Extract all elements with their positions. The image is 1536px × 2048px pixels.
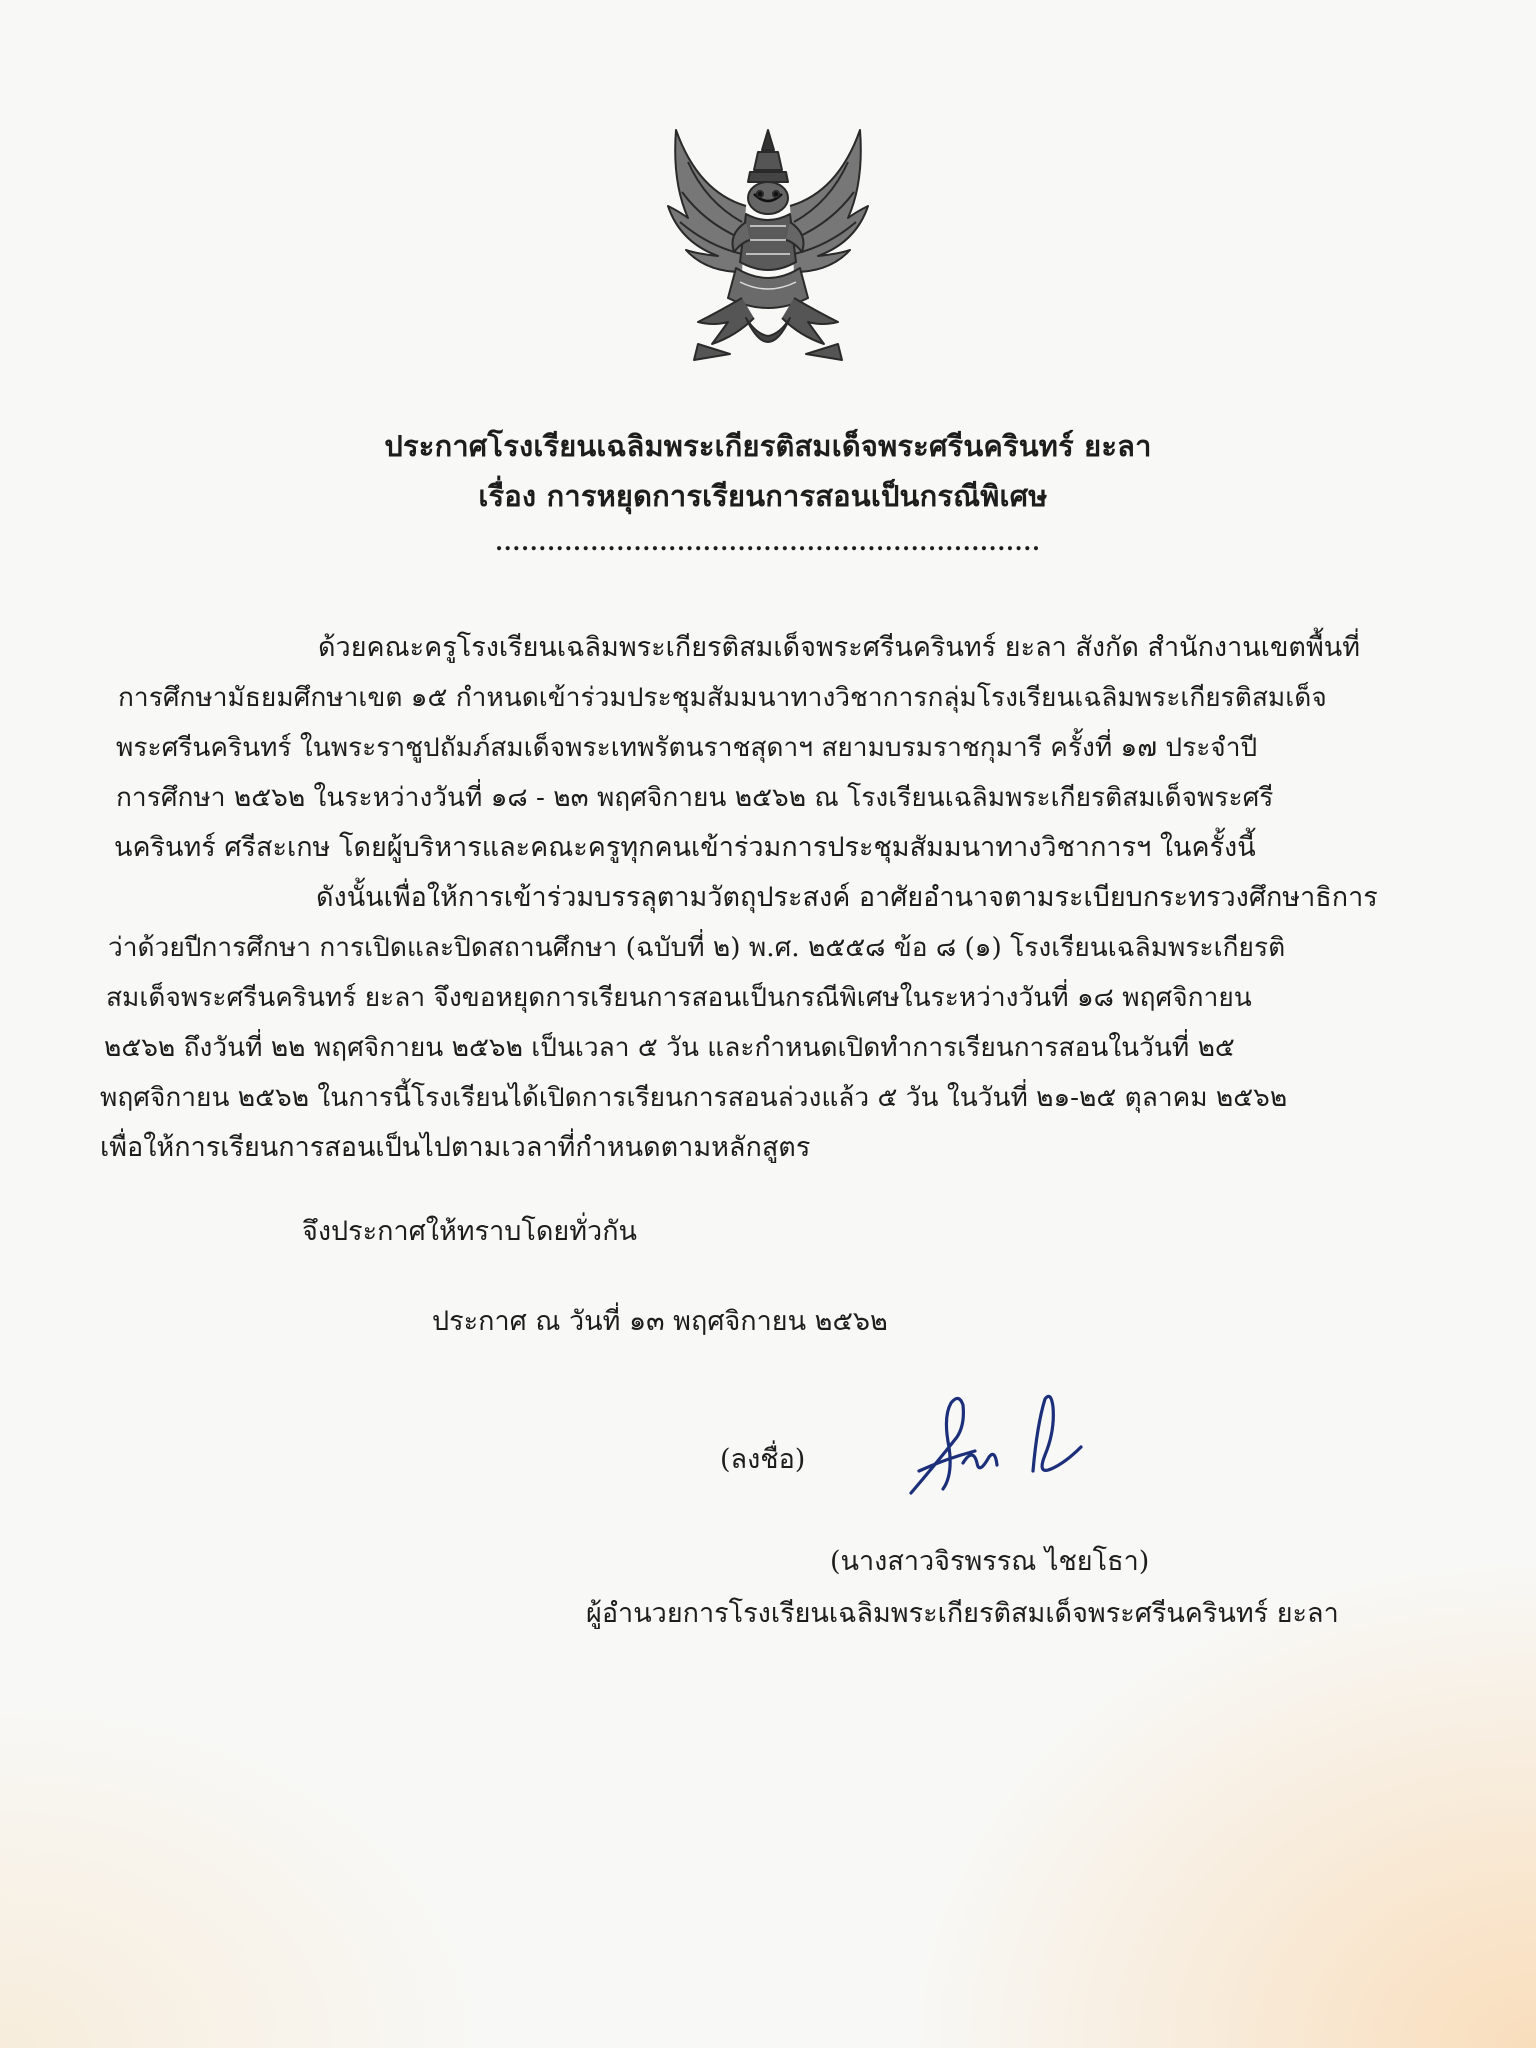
body-line: เพื่อให้การเรียนการสอนเป็นไปตามเวลาที่กำหนดตามหลักสูตร [100,1132,811,1163]
body-line: สมเด็จพระศรีนครินทร์ ยะลา จึงขอหยุดการเรียนการสอนเป็นกรณีพิเศษในระหว่างวันที่ ๑๘ พฤศจิกายน [106,983,1252,1013]
announce-date: ประกาศ ณ วันที่ ๑๓ พฤศจิกายน ๒๕๖๒ [432,1306,888,1337]
heading-separator: ............................................................... [495,530,1041,556]
body-line: พระศรีนครินทร์ ในพระราชูปถัมภ์สมเด็จพระเทพรัตนราชสุดาฯ สยามบรมราชกุมารี ครั้งที่ ๑๗ ประจำปี [116,733,1258,763]
body-line: การศึกษามัธยมศึกษาเขต ๑๕ กำหนดเข้าร่วมประชุมสัมมนาทางวิชาการกลุ่มโรงเรียนเฉลิมพระเกียรติสมเด็จ [118,683,1327,713]
heading-line-1: ประกาศโรงเรียนเฉลิมพระเกียรติสมเด็จพระศรีนครินทร์ ยะลา [384,429,1152,463]
signatory-name: (นางสาวจิรพรรณ ไชยโธา) [830,1546,1150,1577]
signatory-title: ผู้อำนวยการโรงเรียนเฉลิมพระเกียรติสมเด็จพระศรีนครินทร์ ยะลา [586,1598,1339,1629]
garuda-emblem-icon [658,122,878,370]
body-line: ว่าด้วยปีการศึกษา การเปิดและปิดสถานศึกษา (ฉบับที่ ๒) พ.ศ. ๒๕๕๘ ข้อ ๘ (๑) โรงเรียนเฉลิมพระเกียรติ [108,933,1286,963]
body-line: การศึกษา ๒๕๖๒ ในระหว่างวันที่ ๑๘ - ๒๓ พฤศจิกายน ๒๕๖๒ ณ โรงเรียนเฉลิมพระเกียรติสมเด็จพระศรี [116,783,1274,813]
closing-statement: จึงประกาศให้ทราบโดยทั่วกัน [302,1216,637,1247]
handwritten-signature [905,1385,1095,1505]
signature-label: (ลงชื่อ) [720,1444,806,1475]
body-line: ดังนั้นเพื่อให้การเข้าร่วมบรรลุตามวัตถุประสงค์ อาศัยอำนาจตามระเบียบกระทรวงศึกษาธิการ [316,882,1378,913]
body-line: ๒๕๖๒ ถึงวันที่ ๒๒ พฤศจิกายน ๒๕๖๒ เป็นเวลา ๕ วัน และกำหนดเปิดทำการเรียนการสอนในวันที่ ๒๕ [104,1033,1235,1063]
body-line: พฤศจิกายน ๒๕๖๒ ในการนี้โรงเรียนได้เปิดการเรียนการสอนล่วงแล้ว ๕ วัน ในวันที่ ๒๑-๒๕ ตุลาคม ๒๕๖๒ [100,1083,1288,1113]
body-line: นครินทร์ ศรีสะเกษ โดยผู้บริหารและคณะครูทุกคนเข้าร่วมการประชุมสัมมนาทางวิชาการฯ ในครั้งนี้ [114,832,1256,863]
heading-line-2: เรื่อง การหยุดการเรียนการสอนเป็นกรณีพิเศษ [478,479,1048,513]
body-line: ด้วยคณะครูโรงเรียนเฉลิมพระเกียรติสมเด็จพระศรีนครินทร์ ยะลา สังกัด สำนักงานเขตพื้นที่ [318,632,1361,663]
